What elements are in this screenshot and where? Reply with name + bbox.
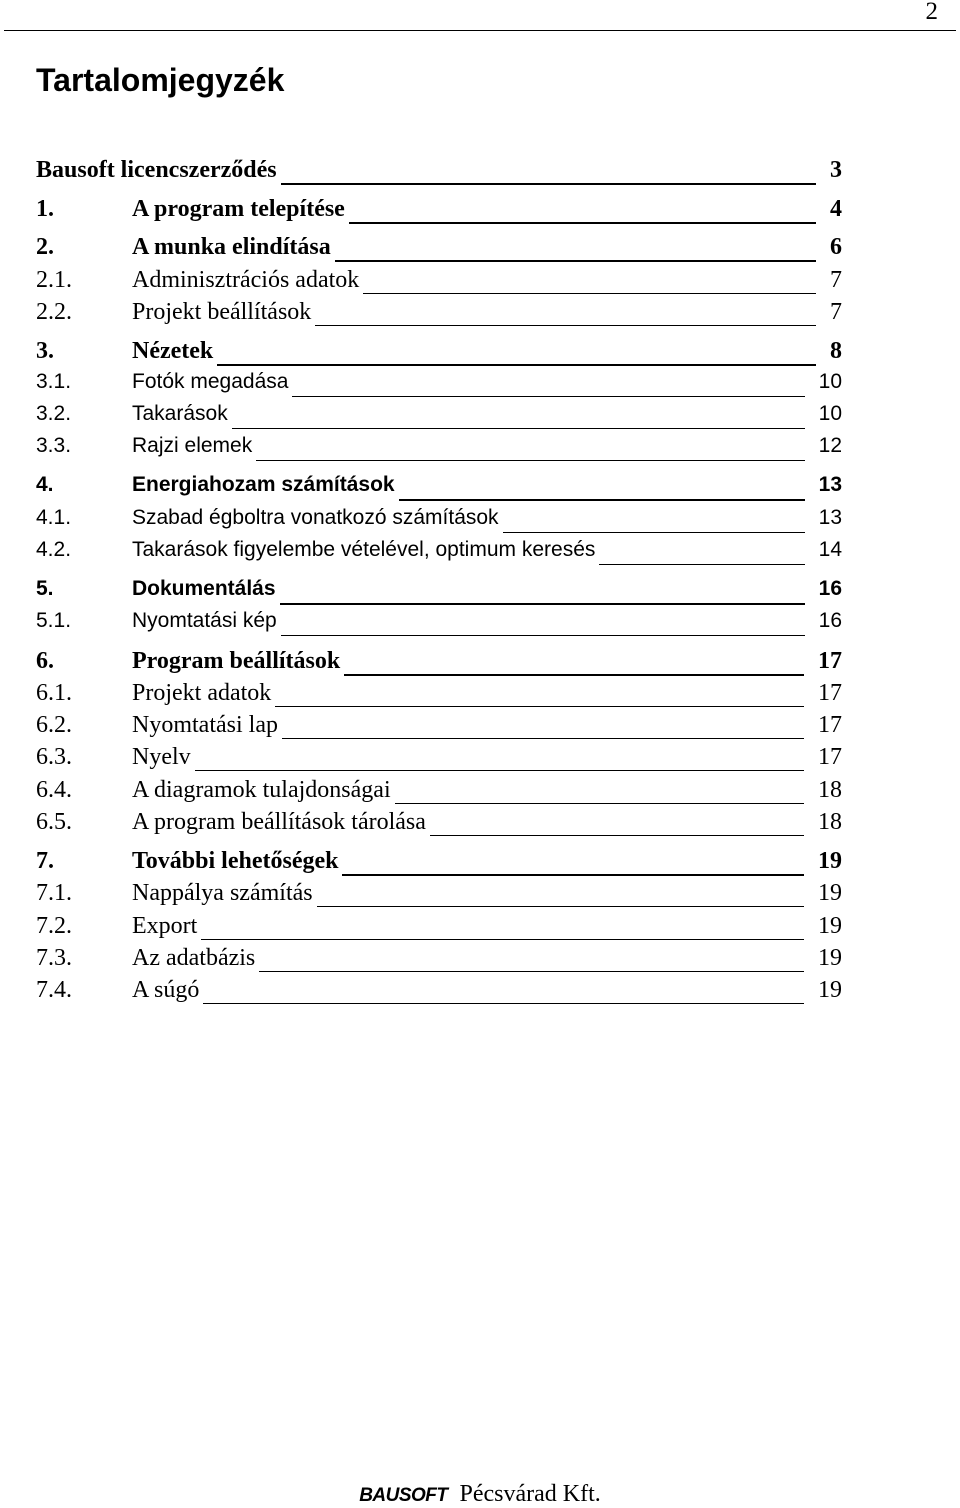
toc-entry-title: Fotók megadása [132,370,289,393]
toc-entry[interactable] [36,977,842,1007]
toc-entry-leader [344,674,804,676]
toc-entry-leader [217,364,816,366]
toc-entry-title: Export [132,913,198,939]
toc-entry-leader [395,803,804,804]
toc-entry-title: A súgó [132,977,200,1003]
toc-entry-number: 4.1. [36,506,72,529]
toc-entry-number: 3.3. [36,434,72,457]
toc-entry-number: 7.3. [36,945,72,971]
toc-entry-title: Program beállítások [132,648,341,674]
toc-entry-number: 2. [36,234,54,260]
toc-entry[interactable] [36,648,842,678]
toc-entry-page: 12 [818,434,842,457]
toc-entry-number: 2.1. [36,267,72,293]
toc-entry[interactable] [36,157,842,187]
toc-entry-leader [349,222,816,224]
toc-entry-title: További lehetőségek [132,848,339,874]
toc-entry-number: 3.1. [36,370,72,393]
toc-title: Tartalomjegyzék [36,62,285,98]
toc-entry-leader [280,603,805,605]
toc-entry-number: 6.2. [36,712,72,738]
toc-entry-leader [281,183,816,185]
toc-entry-number: 7. [36,848,54,874]
toc-entry-title: Nyomtatási kép [132,609,277,632]
toc-entry-page: 16 [818,609,842,632]
toc-entry-leader [363,293,816,294]
toc-entry[interactable] [36,538,842,568]
toc-entry-page: 18 [818,809,842,835]
toc-entry-title: Nappálya számítás [132,880,313,906]
toc-entry-title: Takarások [132,402,228,425]
toc-entry-leader [399,499,805,501]
toc-entry-number: 3. [36,338,54,364]
toc-entry-page: 7 [830,267,842,293]
toc-entry[interactable] [36,506,842,536]
toc-entry-title: Dokumentálás [132,577,276,600]
toc-entry-leader [430,835,804,836]
page-number: 2 [925,0,938,25]
toc-entry-leader [342,874,804,876]
toc-entry-number: 5. [36,577,54,600]
toc-entry-page: 13 [818,473,842,496]
toc-entry-title: Projekt beállítások [132,299,312,325]
toc-entry-page: 18 [818,777,842,803]
toc-entry-leader [232,428,805,429]
toc-entry[interactable] [36,848,842,878]
toc-entry-leader [503,532,805,533]
toc-entry-page: 19 [818,945,842,971]
toc-entry-leader [335,260,816,262]
toc-entry-page: 8 [830,338,842,364]
toc-entry-number: 3.2. [36,402,72,425]
toc-entry-number: 1. [36,196,54,222]
toc-entry[interactable] [36,577,842,607]
toc-entry-number: 5.1. [36,609,72,632]
toc-entry-page: 14 [818,538,842,561]
toc-entry[interactable] [36,234,842,264]
toc-entry-title: A program beállítások tárolása [132,809,426,835]
toc-entry[interactable] [36,609,842,639]
toc-entry-leader [315,325,816,326]
toc-entry[interactable] [36,402,842,432]
toc-entry[interactable] [36,712,842,742]
toc-entry-title: Az adatbázis [132,945,256,971]
toc-entry-number: 6.4. [36,777,72,803]
toc-entry-title: Adminisztrációs adatok [132,267,360,293]
footer [0,1481,960,1508]
toc-entry-number: 4. [36,473,54,496]
toc-entry[interactable] [36,809,842,839]
toc-entry[interactable] [36,680,842,710]
toc-entry-leader [256,460,805,461]
header-rule [4,30,956,31]
toc-entry[interactable] [36,267,842,297]
toc-entry-page: 10 [818,370,842,393]
toc-entry-leader [292,396,805,397]
toc-entry-leader [203,1003,804,1004]
toc-entry-page: 6 [830,234,842,260]
toc-entry-leader [201,939,804,940]
toc-entry-number: 2.2. [36,299,72,325]
toc-entry-title: Takarások figyelembe vételével, optimum keresés [132,538,596,561]
toc-entry-number: 7.1. [36,880,72,906]
toc-entry[interactable] [36,880,842,910]
toc-entry-page: 16 [818,577,842,600]
toc-entry-page: 17 [818,680,842,706]
toc-entry-page: 13 [818,506,842,529]
toc-entry-title: A diagramok tulajdonságai [132,777,391,803]
toc-entry-page: 19 [818,848,842,874]
toc-entry-title: Nyomtatási lap [132,712,278,738]
toc-entry[interactable] [36,370,842,400]
toc-entry-number: 7.4. [36,977,72,1003]
toc-entry[interactable] [36,945,842,975]
toc-entry-title: Rajzi elemek [132,434,253,457]
toc-entry-number: 4.2. [36,538,72,561]
toc-entry-leader [195,770,804,771]
toc-entry-leader [281,635,805,636]
toc-entry-page: 3 [830,157,842,183]
toc-entry-number: 6.1. [36,680,72,706]
toc-entry-title: Nézetek [132,338,214,364]
toc-entry-leader [275,706,804,707]
toc-entry-title: Bausoft licencszerződés [36,157,277,183]
footer-company: Pécsvárad Kft. [459,1481,601,1507]
bausoft-logo: BAUSOFT [359,1485,448,1506]
toc-entry[interactable] [36,196,842,226]
toc-entry-title: A program telepítése [132,196,345,222]
toc-entry[interactable] [36,473,842,503]
toc-entry-title: Nyelv [132,744,191,770]
toc-entry-page: 19 [818,880,842,906]
toc-entry-page: 7 [830,299,842,325]
toc-entry-title: Energiahozam számítások [132,473,395,496]
toc-entry-leader [259,971,804,972]
toc-entry[interactable] [36,913,842,943]
toc-entry[interactable] [36,777,842,807]
toc-entry-number: 6.5. [36,809,72,835]
toc-entry-number: 7.2. [36,913,72,939]
toc-entry-page: 17 [818,648,842,674]
toc-entry-page: 19 [818,913,842,939]
toc-entry-title: Szabad égboltra vonatkozó számítások [132,506,499,529]
toc-entry-number: 6. [36,648,54,674]
toc-entry-leader [599,564,805,565]
toc-entry[interactable] [36,434,842,464]
toc-entry-page: 17 [818,744,842,770]
toc-entry-page: 17 [818,712,842,738]
toc-entry-leader [317,906,804,907]
toc-entry[interactable] [36,744,842,774]
toc-entry-page: 10 [818,402,842,425]
toc-entry-title: A munka elindítása [132,234,331,260]
toc-entry[interactable] [36,338,842,368]
toc-entry-number: 6.3. [36,744,72,770]
toc-entry-title: Projekt adatok [132,680,272,706]
toc-entry-page: 19 [818,977,842,1003]
toc-entry-page: 4 [830,196,842,222]
toc-entry-leader [282,738,804,739]
toc-entry[interactable] [36,299,842,329]
